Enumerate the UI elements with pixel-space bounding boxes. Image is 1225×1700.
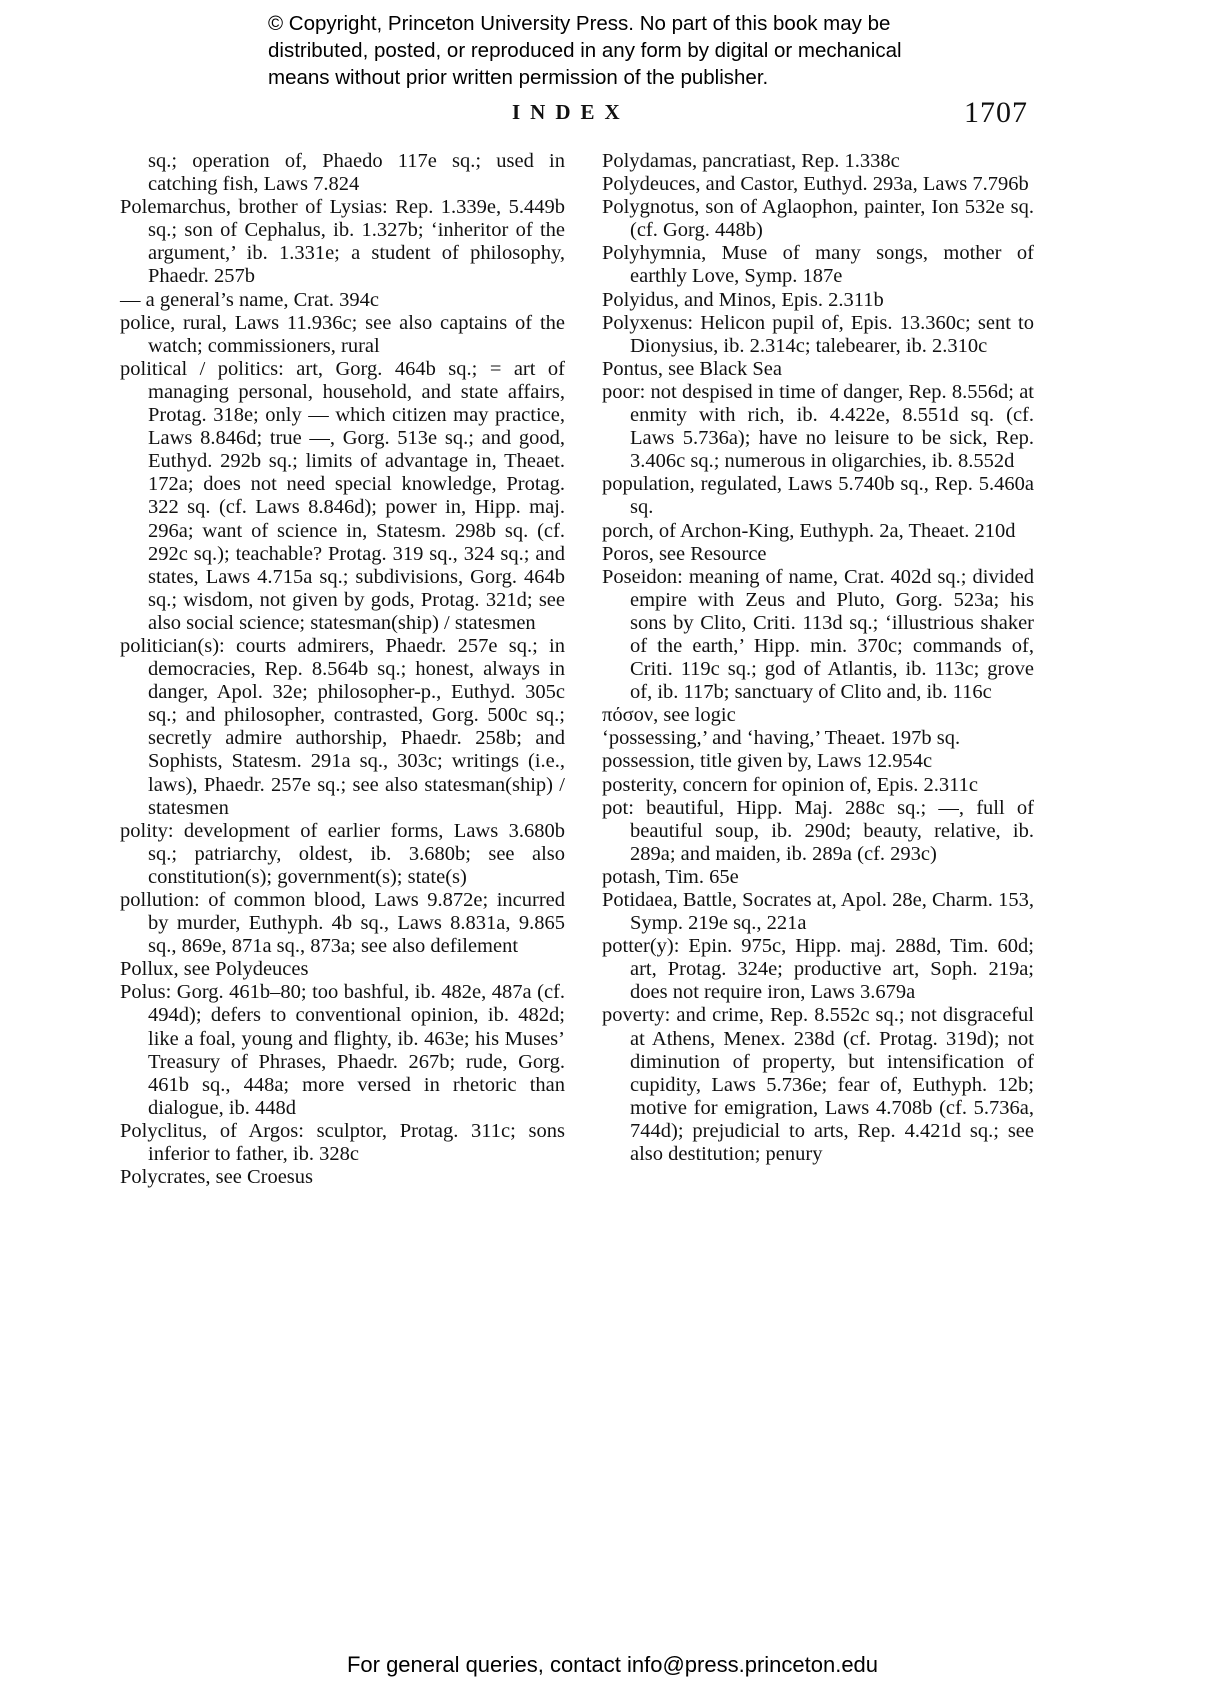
index-entry: Polyhymnia, Muse of many songs, mother of earthly Love, Symp. 187e [602,242,1034,288]
index-entry: police, rural, Laws 11.936c; see also captains of the watch; commissioners, rural [120,311,565,357]
index-entry: Poros, see Resource [602,542,767,565]
copyright-line: means without prior written permission of the publisher. [268,66,769,89]
index-entry: possession, title given by, Laws 12.954c [602,750,933,773]
index-entry: potter(y): Epin. 975c, Hipp. maj. 288d, Tim. 60d; art, Protag. 324e; productive art, Soph. 219a; does not require iron, Laws 3.679a [602,935,1034,1004]
index-entry: Polygnotus, son of Aglaophon, painter, Ion 532e sq. (cf. Gorg. 448b) [602,196,1034,242]
running-head [0,96,1225,136]
index-entry: posterity, concern for opinion of, Epis. 2.311c [602,773,978,796]
index-entry: Polydamas, pancratiast, Rep. 1.338c [602,150,900,172]
index-entry: poverty: and crime, Rep. 8.552c sq.; not disgraceful at Athens, Menex. 238d (cf. Protag. 319d); not diminution of property, but intensification of cupidity, Laws 5.736e; fear of, Euthyph. 12b; motive for emigration, Laws 4.708b (cf. 5.736a, 744d); prejudicial to arts, Rep. 4.421d sq.; see also destitution; penury [602,1004,1034,1166]
index-entry: poor: not despised in time of danger, Rep. 8.556d; at enmity with rich, ib. 4.422e, 8.551d sq. (cf. Laws 5.736a); have no leisure to be sick, Rep. 3.406c sq.; numerous in oligarchies, ib. 8.552d [602,380,1034,473]
index-entry: pollution: of common blood, Laws 9.872e; incurred by murder, Euthyph. 4b sq., Laws 8.831a, 9.865 sq., 869e, 871a sq., 873a; see also defilement [120,889,565,958]
index-entry: Polydeuces, and Castor, Euthyd. 293a, Laws 7.796b [602,173,1029,196]
copyright-notice [268,10,988,91]
index-entry: pot: beautiful, Hipp. Maj. 288c sq.; —, full of beautiful soup, ib. 290d; beauty, relative, ib. 289a; and maiden, ib. 289a (cf. 293c) [602,796,1034,865]
index-entry: politician(s): courts admirers, Phaedr. 257e sq.; in democracies, Rep. 8.564b sq.; honest, always in danger, Apol. 32e; philosopher-p., Euthyd. 305c sq.; and philosopher, contrasted, Gorg. 500c sq.; secretly admire authorship, Phaedr. 258b; and Sophists, Statesm. 291a sq., 303c; writings (i.e., laws), Phaedr. 257e sq.; see also statesman(ship) / statesmen [120,634,565,819]
index-entry: ‘possessing,’ and ‘having,’ Theaet. 197b sq. [602,727,961,750]
index-entry: political / politics: art, Gorg. 464b sq.; = art of managing personal, household, and state affairs, Protag. 318e; only — which citizen may practice, Laws 8.846d; true —, Gorg. 513e sq.; and good, Euthyd. 292b sq.; limits of advantage in, Theaet. 172a; does not need special knowledge, Protag. 322 sq. (cf. Laws 8.846d); power in, Hipp. maj. 296a; want of science in, Statesm. 298b sq. (cf. 292c sq.); teachable? Protag. 319 sq., 324 sq.; and states, Laws 4.715a sq.; subdivisions, Gorg. 464b sq.; wisdom, not given by gods, Protag. 321d; see also social science; statesman(ship) / statesmen [120,357,565,634]
index-entry: Pontus, see Black Sea [602,357,782,380]
index-entry: potash, Tim. 65e [602,865,739,888]
index-entry: Polyclitus, of Argos: sculptor, Protag. 311c; sons inferior to father, ib. 328c [120,1119,565,1166]
index-entry: sq.; operation of, Phaedo 117e sq.; used in catching fish, Laws 7.824 [148,150,565,196]
index-entry: Polyidus, and Minos, Epis. 2.311b [602,288,884,311]
index-entry: — a general’s name, Crat. 394c [120,288,380,311]
index-entry: Potidaea, Battle, Socrates at, Apol. 28e, Charm. 153, Symp. 219e sq., 221a [602,889,1034,935]
index-entry: polity: development of earlier forms, Laws 3.680b sq.; patriarchy, oldest, ib. 3.680b; see also constitution(s); government(s); state(s) [120,819,565,888]
index-entry: Pollux, see Polydeuces [120,958,309,981]
index-entry: Poseidon: meaning of name, Crat. 402d sq.; divided empire with Zeus and Pluto, Gorg. 523a; his sons by Clito, Criti. 113d sq.; ‘illustrious shaker of the earth,’ Hipp. min. 370c; commands of, Criti. 119c sq.; god of Atlantis, ib. 113c; grove of, ib. 117b; sanctuary of Clito and, ib. 116c [602,565,1034,704]
index-entry: Polus: Gorg. 461b–80; too bashful, ib. 482e, 487a (cf. 494d); defers to conventional opinion, ib. 482d; like a foal, young and flighty, ib. 463e; his Muses’ Treasury of Phrases, Phaedr. 267b; rude, Gorg. 461b sq., 448a; more versed in rhetoric than dialogue, ib. 448d [120,981,565,1119]
index-column-left [120,150,565,1189]
index-entry: population, regulated, Laws 5.740b sq., Rep. 5.460a sq. [602,473,1034,519]
index-entry: Polycrates, see Croesus [120,1166,313,1189]
index-entry: Polyxenus: Helicon pupil of, Epis. 13.360c; sent to Dionysius, ib. 2.314c; talebearer, ib. 2.310c [602,311,1034,357]
copyright-line: © Copyright, Princeton University Press. No part of this book may be [268,12,891,35]
footer-contact: For general queries, contact info@press.princeton.edu [346,1652,879,1677]
index-entry: Polemarchus, brother of Lysias: Rep. 1.339e, 5.449b sq.; son of Cephalus, ib. 1.327b; ‘inheritor of the argument,’ ib. 1.331e; a student of philosophy, Phaedr. 257b [120,196,565,288]
index-entry: porch, of Archon-King, Euthyph. 2a, Theaet. 210d [602,519,1016,542]
page-number: 1707 [964,96,1028,129]
copyright-line: distributed, posted, or reproduced in any form by digital or mechanical [268,39,902,62]
index-entry: πόσον, see logic [602,704,736,727]
index-column-right [602,150,1034,1166]
running-title: INDEX [512,100,630,124]
